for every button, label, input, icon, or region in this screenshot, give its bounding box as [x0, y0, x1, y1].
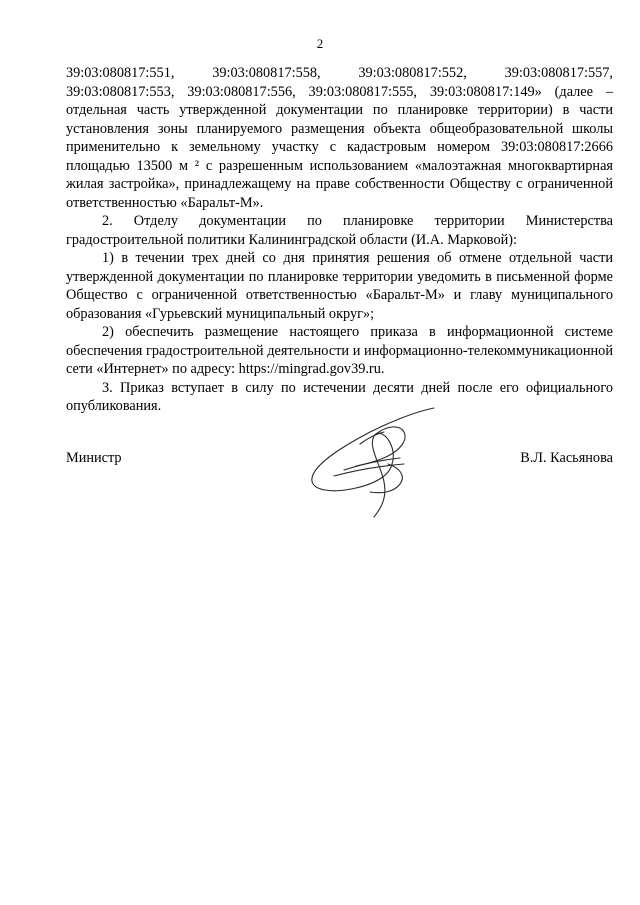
signer-title: Министр [66, 450, 122, 466]
paragraph-continuation: 39:03:080817:551, 39:03:080817:558, 39:03:080817:552, 39:03:080817:557, 39:03:080817:553, 39:03:080817:556, 39:03:080817:555, 39:03:080817:149» (далее – отдельная часть утвержденной документации по планировке территории) в части установления зоны планируемого размещения объекта общеобразовательной школы применительно к земельному участку с кадастровым номером 39:03:080817:2666 площадью 13500 м ² с разрешенным использованием «малоэтажная многоквартирная жилая застройка», принадлежащему на праве собственности Обществу с ограниченной ответственностью «Баральт-М». [66, 65, 613, 211]
handwritten-signature [304, 404, 440, 518]
signer-name: В.Л. Касьянова [520, 450, 613, 466]
paragraph-item-3: 3. Приказ вступает в силу по истечении десяти дней после его официального опубликования. [66, 379, 613, 414]
document-body [66, 64, 613, 416]
paragraph-item-2: 2. Отделу документации по планировке территории Министерства градостроительной политики Калининградской области (И.А. Марковой): [66, 213, 613, 248]
paragraph-subitem-2: 2) обеспечить размещение настоящего приказа в информационной системе обеспечения градостроительной деятельности и информационно-телекоммуникационной сети «Интернет» по адресу: https://mingrad.gov39.ru. [66, 324, 613, 377]
paragraph-subitem-1: 1) в течении трех дней со дня принятия решения об отмене отдельной части утвержденной документации по планировке территории уведомить в письменной форме Общество с ограниченной ответственностью «Баральт-М» и главу муниципального образования «Гурьевский муниципальный округ»; [66, 250, 613, 322]
page-number: 2 [316, 36, 324, 51]
